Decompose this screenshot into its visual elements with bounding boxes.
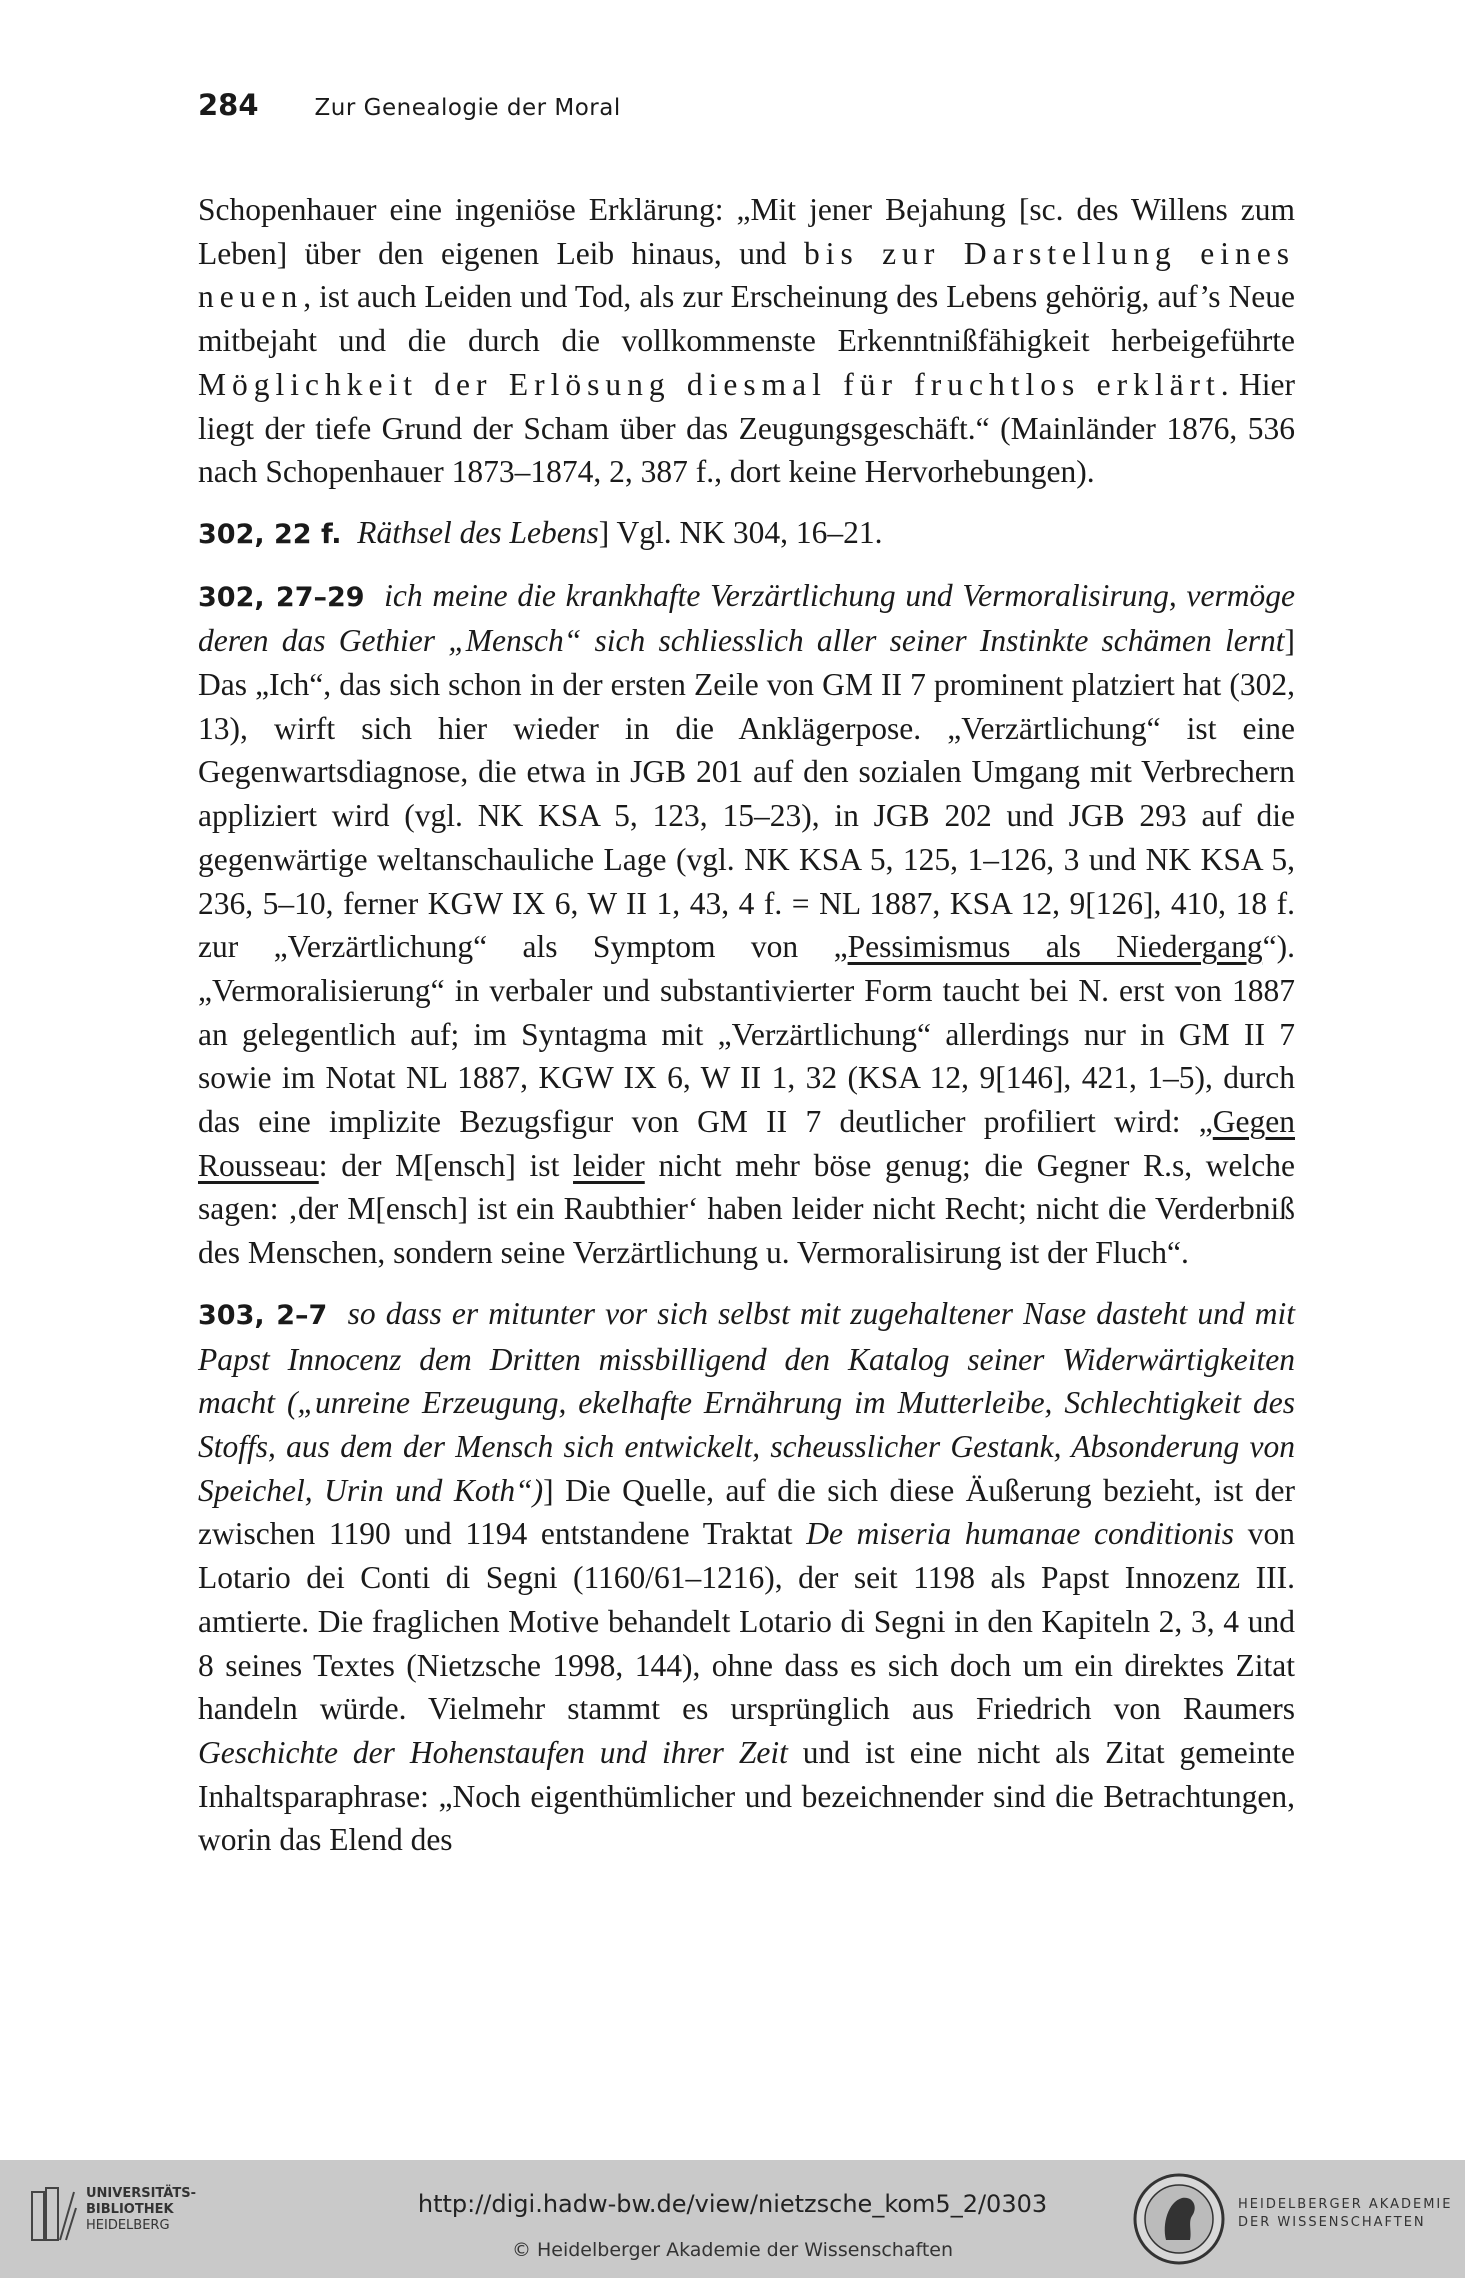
copyright-notice: © Heidelberger Akademie der Wissenschaften xyxy=(511,2239,954,2261)
italic-title: De miseria humanae conditionis xyxy=(806,1516,1235,1552)
paragraph xyxy=(198,1292,1295,1862)
text-run: “). „Vermoralisierung“ in verbaler und substantivierter Form taucht bei N. erst von 1887 an gelegentlich auf; im Syntagma mit „Verzärtlichung“ allerdings nur in GM II 7 sowie im Notat NL 1887, KGW IX 6, W II 1, 32 (KSA 12, 9[146], 421, 1–5), durch das eine implizite Bezugsfigur von GM II 7 deutlicher profiliert wird: „ xyxy=(198,929,1295,1140)
running-title: Zur Genealogie der Moral xyxy=(314,95,621,121)
paragraph xyxy=(198,188,1295,494)
italic-title: Geschichte der Hohenstaufen und ihrer Zeit xyxy=(198,1734,788,1770)
text-run: , ist auch Leiden und Tod, als zur Erscheinung des Lebens gehörig, auf’s Neue mitbejaht und die durch die vollkommenste Erkenntnißfähigkeit herbeigeführte xyxy=(198,279,1295,359)
text-run: . Hier liegt der tiefe Grund der Scham über das Zeugungsgeschäft.“ (Mainländer 1876, 536 nach Schopenhauer 1873–1874, 2, 387 f., dort keine Hervorhebungen). xyxy=(198,366,1295,490)
text-run: und ist eine nicht als Zitat gemeinte Inhaltsparaphrase: „Noch eigenthümlicher und bezeichnender sind die Betrachtungen, worin das Elend des xyxy=(198,1734,1295,1858)
text-run: : der M[ensch] ist xyxy=(318,1147,574,1183)
text-run: von Lotario dei Conti di Segni (1160/61–1216), der seit 1198 als Papst Innozenz III. amtierte. Die fraglichen Motive behandelt Lotario di Segni in den Kapiteln 2, 3, 4 und 8 seines Textes (Nietzsche 1998, 144), ohne dass es sich doch um ein direktes Zitat handeln würde. Vielmehr stammt es ursprünglich aus Friedrich von Raumers xyxy=(198,1516,1295,1727)
page-number: 284 xyxy=(198,88,259,122)
library-name-line: BIBLIOTHEK xyxy=(86,2202,174,2217)
spaced-emphasis: Möglichkeit der Erlösung diesmal für fruchtlos erklärt xyxy=(198,366,1221,402)
text-run: ] Die Quelle, auf die sich diese Äußerung bezieht, ist der zwischen 1190 und 1194 entstandene Traktat xyxy=(198,1472,1295,1552)
text-run: Schopenhauer eine ingeniöse Erklärung: „Mit jener Bejahung [sc. des Willens zum Leben] über den eigenen Leib hinaus, und xyxy=(198,192,1295,271)
underlined-text: Pessimismus als Niedergang xyxy=(847,929,1263,965)
lemma: Räthsel des Lebens xyxy=(357,514,599,550)
academy-name-line: HEIDELBERGER AKADEMIE xyxy=(1238,2197,1453,2212)
spaced-emphasis: bis zur Darstellung eines neuen xyxy=(198,235,1295,315)
academy-name xyxy=(1238,2196,1452,2232)
spacer xyxy=(342,515,358,550)
spacer xyxy=(327,1296,347,1331)
lemma-reference: 302, 22 f. xyxy=(198,518,342,550)
underlined-text: Gegen Rousseau xyxy=(198,1104,1295,1183)
paragraph xyxy=(198,511,1295,557)
page-header xyxy=(198,88,621,122)
academy-seal-icon xyxy=(1132,2172,1226,2266)
text-run: ] Das „Ich“, das sich schon in der ersten Zeile von GM II 7 prominent platziert hat (302, 13), wirft sich hier wieder in die Anklägerpose. „Verzärtlichung“ ist eine Gegenwartsdiagnose, die etwa in JGB 201 auf den sozialen Umgang mit Verbrechern appliziert wird (vgl. NK KSA 5, 123, 15–23), in JGB 202 und JGB 293 auf die gegenwärtige weltanschauliche Lage (vgl. NK KSA 5, 125, 1–126, 3 und NK KSA 5, 236, 5–10, ferner KGW IX 6, W II 1, 43, 4 f. = NL 1887, KSA 12, 9[126], 410, 18 f. zur „Verzärtlichung“ als Symptom von „ xyxy=(198,623,1295,965)
spacer xyxy=(365,578,385,613)
lemma: ich meine die krankhafte Verzärtlichung und Vermoralisirung, vermöge deren das Gethier „Mensch“ sich schliesslich aller seiner Instinkte schämen lernt xyxy=(198,577,1295,659)
academy-name-line: DER WISSENSCHAFTEN xyxy=(1238,2215,1426,2230)
paragraph xyxy=(198,574,1295,1275)
lemma: so dass er mitunter vor sich selbst mit zugehaltener Nase dasteht und mit Papst Innocenz dem Dritten missbilligend den Katalog seiner Widerwärtigkeiten macht („unreine Erzeugung, ekelhafte Ernährung im Mutterleibe, Schlechtigkeit des Stoffs, aus dem der Mensch sich entwickelt, scheusslicher Gestank, Absonderung von Speichel, Urin und Koth“) xyxy=(198,1295,1296,1508)
lemma-reference: 302, 27–29 xyxy=(198,581,365,613)
text-run: ] Vgl. NK 304, 16–21. xyxy=(598,514,883,550)
library-name-line: UNIVERSITÄTS- xyxy=(86,2186,196,2201)
source-url-link[interactable]: http://digi.hadw-bw.de/view/nietzsche_kom5_2/0303 xyxy=(417,2190,1048,2218)
underlined-text: leider xyxy=(573,1147,645,1183)
digitization-footer xyxy=(0,2160,1465,2278)
library-name-line: HEIDELBERG xyxy=(86,2218,170,2233)
text-run: nicht mehr böse genug; die Gegner R.s, welche sagen: ‚der M[ensch] ist ein Raubthier‘ haben leider nicht Recht; nicht die Verderbniß des Menschen, sondern seine Verzärtlichung u. Vermoralisirung ist der Fluch“. xyxy=(198,1147,1295,1271)
commentary-body xyxy=(198,188,1295,1879)
lemma-reference: 303, 2–7 xyxy=(198,1299,328,1331)
